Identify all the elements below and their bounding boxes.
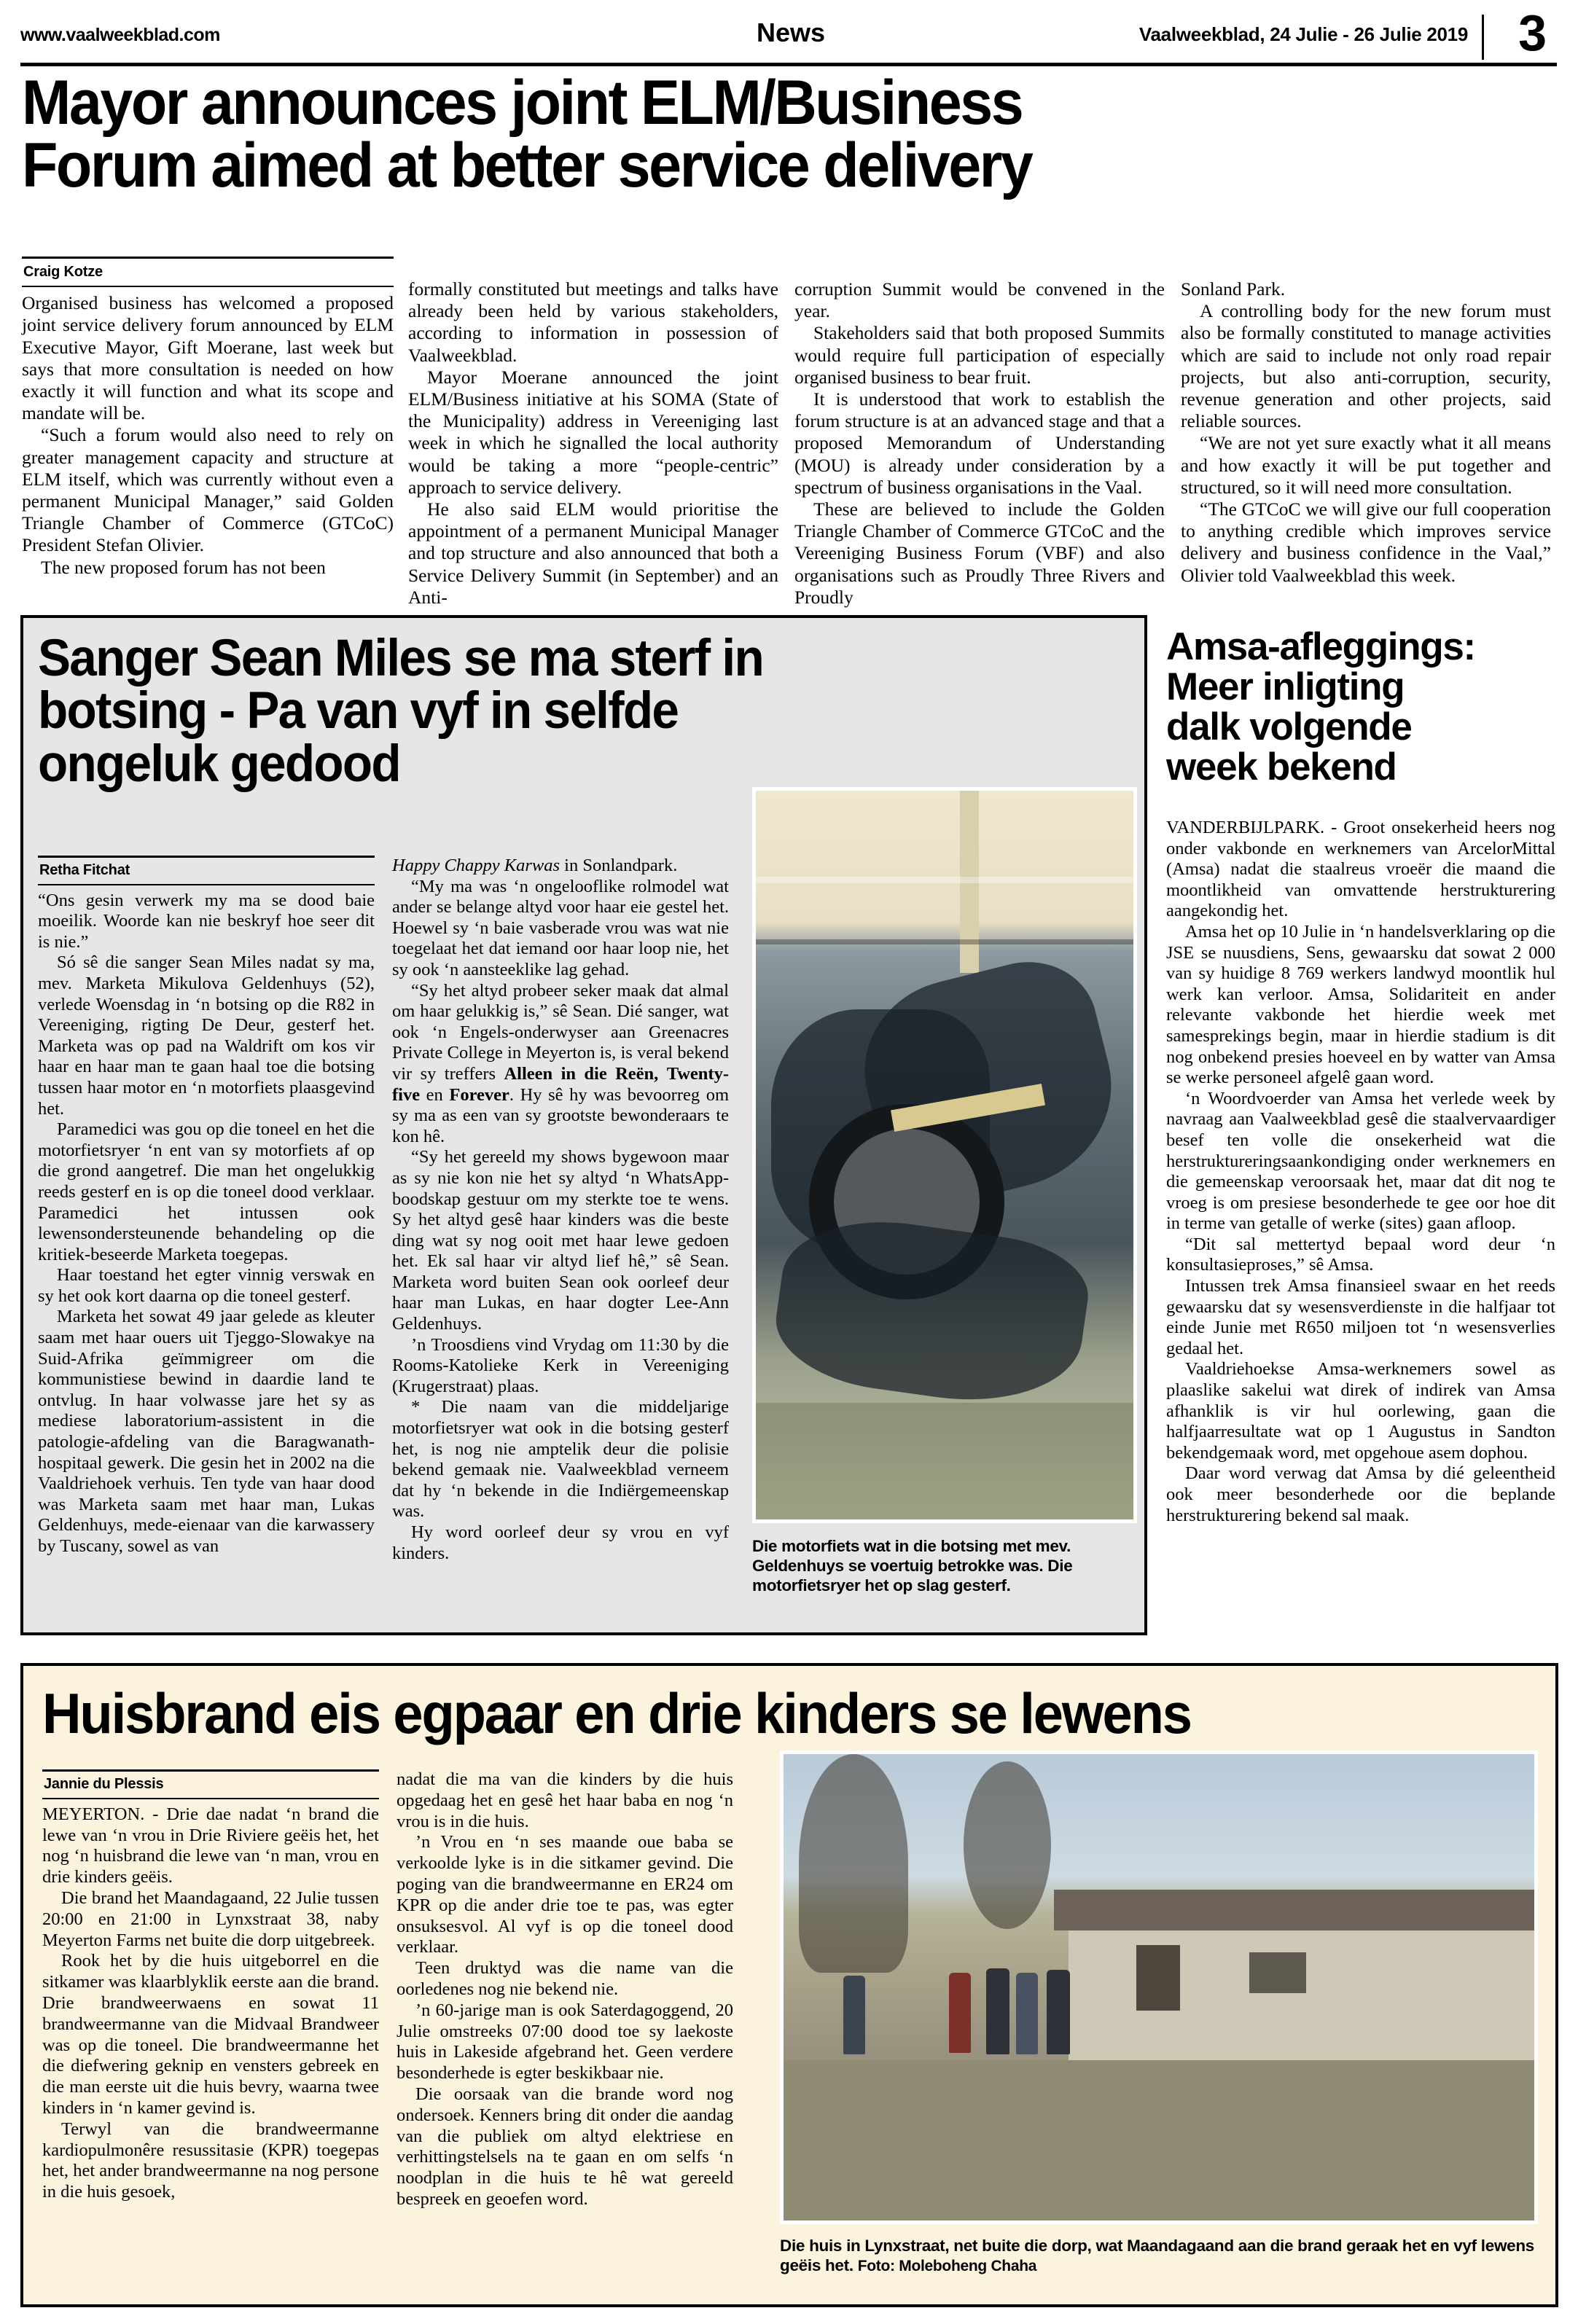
paragraph: Haar toestand het egter vinnig verswak en sy het ook kort daarna op die toneel gesterf. xyxy=(38,1265,375,1306)
lead-column-2 xyxy=(408,278,778,609)
page-number: 3 xyxy=(1518,4,1547,61)
paragraph: Marketa het sowat 49 jaar gelede as kleuter saam met haar ouers uit Tjeggo-Slowakye na Suid-Afrika geïmmigreer om die kommunistiese bewind in daardie land te ontvlug. In haar volwasse jare het sy as mediese laboratorium-assistent in die patologie-afdeling van die Baragwanath-hospitaal gewerk. Die gesin het in 2002 na die Vaaldriehoek verhuis. Ten tyde van haar dood was Marketa saam met haar man, Lukas Geldenhuys, mede-eienaar van die karwassery by Tuscany, sowel as van xyxy=(38,1307,375,1556)
paragraph: Amsa het op 10 Julie in ‘n handelsverklaring op die JSE se nuusdiens, Sens, gewaarsku dat sowat 2 000 van sy huidige 8 769 werkers landwyd moontlik hul werk kan verloor. Amsa, Solidariteit en ander relevante vakbonde het hierdie week met samesprekings begin, maar in hierdie stadium is dit nog onbekend presies hoeveel en by watter van Amsa se werke personeel afgelê gaan word. xyxy=(1166,921,1555,1088)
paragraph: It is understood that work to establish the forum structure is at an advanced stage and that a proposed Memorandum of Understanding (MOU) is already under consideration by a spectrum of business organisations in the Vaal. xyxy=(794,388,1165,498)
space-1 xyxy=(658,1064,666,1084)
section-title: News xyxy=(757,17,826,47)
fire-headline: Huisbrand eis egpaar en drie kinders se lewens xyxy=(42,1681,1191,1745)
miles-headline-line-1: Sanger Sean Miles se ma sterf in xyxy=(38,630,763,687)
karwash-name: Happy Chappy Karwas xyxy=(392,856,560,875)
tree-mid xyxy=(964,1761,1051,1929)
lead-column-4 xyxy=(1181,278,1551,587)
lead-column-1 xyxy=(22,257,394,579)
miles-headline-line-3: ongeluk gedood xyxy=(38,735,400,793)
paragraph-text: “Sy het altyd probeer seker maak dat almal om haar gelukkig is,” sê Sean. Dié sanger, wat ook ‘n Engels-onderwyser aan Greenacres Private College in Meyerton is, is veral bekend vir sy treffers xyxy=(392,980,729,1084)
fire-byline: Jannie du Plessis xyxy=(42,1769,379,1799)
tree-left xyxy=(799,1754,908,1973)
paragraph: ‘n Woordvoerder van Amsa het verlede week by navraag aan Vaalweekblad gesê die staalvervaardiger besef ten volle die onsekerheid wat die herstruktureringsaankondiging onder werknemers en die gemeenskap veroorsaak het, maar dat dit nog te vroeg is om presiese besonderhede te gee oor hoe dit in terme van getalle of werke (sites) gaan afloop. xyxy=(1166,1088,1555,1234)
issue-date: Vaalweekblad, 24 Julie - 26 Julie 2019 xyxy=(1138,23,1468,45)
paragraph: Terwyl van die brandweermanne kardiopulmonêre resussitasie (KPR) toegepas het, het ander brandweermanne na nog persone in die huis gesoek, xyxy=(42,2118,379,2202)
paragraph xyxy=(392,856,729,877)
person-figure xyxy=(1016,1973,1038,2054)
caption-text: Die huis in Lynxstraat, net buite die dorp, wat Maandagaand aan die brand geraak het en vyf lewens geëis het. xyxy=(780,2237,1535,2274)
paragraph: Daar word verwag dat Amsa by dié geleentheid ook meer besonderhede oor die beplande herstrukturering bekend sal maak. xyxy=(1166,1463,1555,1525)
website-url[interactable]: www.vaalweekblad.com xyxy=(20,25,220,45)
paragraph-text: . xyxy=(509,1084,515,1105)
ground-foreground xyxy=(784,2060,1534,2224)
masthead-divider xyxy=(1482,15,1484,60)
paragraph: ’n 60-jarige man is ook Saterdagoggend, 20 Julie omstreeks 07:00 dood toe sy laekoste huis in Lakeside afgebrand het. Geen verdere besonderhede is egter beskikbaar nie. xyxy=(397,2000,733,2084)
lead-headline xyxy=(22,68,1447,200)
paragraph: MEYERTON. - Drie dae nadat ‘n brand die lewe van ‘n vrou in Drie Riviere geëis het, het nog ‘n huisbrand die lewe van ‘n man, vrou en drie kinders geëis. xyxy=(42,1804,379,1887)
amsa-headline xyxy=(1166,627,1556,787)
paragraph: A controlling body for the new forum must also be formally constituted to manage activities which are said to include not only road repair projects, but also anti-corruption, security, revenue generation and other projects, said reliable sources. xyxy=(1181,300,1551,432)
paragraph: Teen druktyd was die name van die oorledenes nog nie bekend nie. xyxy=(397,1958,733,1999)
paragraph: ’n Troosdiens vind Vrydag om 11:30 by die Rooms-Katolieke Kerk in Vereeniging (Krugerstraat) plaas. xyxy=(392,1334,729,1396)
miles-headline-line-2: botsing - Pa van vyf in selfde xyxy=(38,682,679,740)
fire-column-1 xyxy=(42,1769,379,2203)
paragraph: nadat die ma van die kinders by die huis opgedaag het en gesê het haar baba en nog ‘n vrou is in die huis. xyxy=(397,1769,733,1831)
lead-headline-line-1: Mayor announces joint ELM/Business xyxy=(22,68,1023,138)
paragraph: “The GTCoC we will give our full cooperation to anything credible which improves service delivery and business confidence in the Vaal,” Olivier told Vaalweekblad this week. xyxy=(1181,498,1551,586)
person-figure xyxy=(843,1976,865,2054)
house-fire-photo xyxy=(780,1750,1538,2224)
paragraph: corruption Summit would be convened in the year. xyxy=(794,278,1165,322)
paragraph: Rook het by die huis uitgeborrel en die sitkamer was klaarblyklik eerste aan die brand. Drie brandweerwaens en sowat 11 brandweermanne van die Midvaal Brandweer was op die toneel. Die brandweermanne het die diefwering geknip en vensters gebreek en die man eerste uit die huis bevry, waarna twee kinders in ‘n kamer gevind is. xyxy=(42,1951,379,2118)
paragraph: * Die naam van die middeljarige motorfietsryer wat ook in die botsing gesterf het, is nog nie amptelik deur die polisie bekend gemaak nie. Vaalweekblad verneem dat hy ‘n bekende in die Indiërgemeenskap was. xyxy=(392,1397,729,1522)
song-title-3: Forever xyxy=(449,1084,509,1105)
paragraph xyxy=(392,981,729,1148)
miles-column-2 xyxy=(392,856,729,1564)
house-roof xyxy=(1054,1890,1534,1930)
house-door xyxy=(1136,1945,1180,2011)
conjunction: en xyxy=(420,1084,450,1105)
wreck-debris-lower xyxy=(768,1208,1095,1416)
person-figure xyxy=(986,1968,1009,2054)
miles-headline xyxy=(38,630,1049,793)
paragraph: Só sê die sanger Sean Miles nadat sy ma, mev. Marketa Mikulova Geldenhuys (52), verlede Woensdag in ‘n botsing op die R82 in Vereeniging, rigting De Deur, gesterf het. Marketa was op pad na Waldrift om kos vir haar en haar man te gaan haal toe die botsing tussen haar motor en ‘n motorfiets plaasgevind het. xyxy=(38,952,375,1119)
paragraph-text: Hy sê hy was bevoorreg om sy ma as een van sy grootste bewonderaars te kon hê. xyxy=(392,1084,730,1146)
lead-byline: Craig Kotze xyxy=(22,257,394,287)
person-figure xyxy=(1047,1970,1070,2054)
amsa-headline-line-1: Amsa-afleggings: xyxy=(1166,625,1475,668)
miles-byline: Retha Fitchat xyxy=(38,856,375,885)
paragraph: Mayor Moerane announced the joint ELM/Business initiative at his SOMA (State of the Municipality) address in Vereeniging last week in which he signalled the local authority would be taking a more “people-centric” approach to service delivery. xyxy=(408,366,778,498)
paragraph: These are believed to include the Golden Triangle Chamber of Commerce GTCoC and the Vereeniging Business Forum (VBF) and also organisations such as Proudly Three Rivers and Proudly xyxy=(794,498,1165,608)
paragraph: “Sy het gereeld my shows bygewoon maar as sy nie kon nie het sy altyd ‘n WhatsApp-boodskap gestuur om my sterkte toe te wens. Sy het altyd gesê haar kinders was die beste ding wat sy nog ooit met haar lewe gedoen het. Ek sal haar vir altyd lief hê,” sê Sean. Marketa word buiten Sean ook oorleef deur haar man Lukas, en haar dogter Lee-Ann Geldenhuys. xyxy=(392,1147,729,1334)
paragraph: Sonland Park. xyxy=(1181,278,1286,300)
paragraph: VANDERBIJLPARK. - Groot onsekerheid heers nog onder vakbonde en werknemers van ArcelorMittal (Amsa) nadat die staalreus vroeër die maand die moontlikheid van omvattende herstrukturering aangekondig het. xyxy=(1166,818,1555,921)
paragraph: Organised business has welcomed a proposed joint service delivery forum announced by ELM Executive Mayor, Gift Moerane, last week but says that more consultation is needed on how exactly it will function and what its scope and mandate will be. xyxy=(22,292,394,424)
paragraph: ’n Vrou en ‘n ses maande oue baba se verkoolde lyke is in die sitkamer gevind. Die poging van die brandweermanne en ER24 om KPR op die ander drie toe te pas, was egter onsuksesvol. Al vyf is op die toneel dood verklaar. xyxy=(397,1832,733,1957)
paragraph: Intussen trek Amsa finansieel swaar en het reeds gewaarsku dat sy wesensverdienste in die halfjaar tot einde Junie met R650 miljoen tot ‘n wesensverlies gedaal het. xyxy=(1166,1276,1555,1358)
paragraph: “Such a forum would also need to rely on greater management capacity and structure at ELM itself, which was currently without even a permanent Municipal Manager,” said Golden Triangle Chamber of Commerce (GTCoC) President Stefan Olivier. xyxy=(22,424,394,556)
amsa-headline-line-3: dalk volgende xyxy=(1166,705,1412,749)
masthead xyxy=(20,4,1557,61)
lead-headline-line-2: Forum aimed at better service delivery xyxy=(22,130,1032,200)
paragraph: Hy word oorleef deur sy vrou en vyf kinders. xyxy=(392,1522,729,1563)
masthead-rule xyxy=(20,63,1557,66)
lead-column-3 xyxy=(794,278,1165,609)
grass-verge xyxy=(756,1403,1133,1519)
song-title-2: Twenty-five xyxy=(392,1063,729,1105)
paragraph-text: in Sonlandpark. xyxy=(560,856,678,875)
amsa-headline-line-2: Meer inligting xyxy=(1166,665,1405,709)
fire-column-2 xyxy=(397,1769,733,2210)
paragraph: “Dit sal mettertyd bepaal word deur ‘n konsultasieproses,” sê Amsa. xyxy=(1166,1234,1555,1275)
fence-rail-lower xyxy=(756,939,1133,944)
motorcycle-photo-caption: Die motorfiets wat in die botsing met mev. Geldenhuys se voertuig betrokke was. Die motorfietsryer het op slag gesterf. xyxy=(752,1537,1073,1595)
paragraph: Die oorsaak van die brande word nog ondersoek. Kenners bring dit onder die aandag van die publiek om altyd elektriese en verhittingstelsels na te gaan en om selfs ‘n noodplan in die huis te hê wat gereeld bespreek en geoefen word. xyxy=(397,2084,733,2209)
paragraph: Die brand het Maandagaand, 22 Julie tussen 20:00 en 21:00 in Lynxstraat 38, naby Meyerton Farms net buite die dorp uitgebreek. xyxy=(42,1887,379,1950)
paragraph: Paramedici was gou op die toneel en het die motorfietsryer ‘n ent van sy motorfiets af op die grond aangetref. Die man het ongelukkig reeds gesterf en is op die toneel dood verklaar. Paramedici het intussen ook lewensondersteunende behandeling op die kritiek-beseerde Marketa toegepas. xyxy=(38,1119,375,1264)
paragraph: The new proposed forum has not been xyxy=(41,556,326,578)
paragraph: “My ma was ‘n ongelooflike rolmodel wat ander se belange altyd voor haar eie gestel het. Hoewel sy ‘n baie vasberade vrou was wat nie toegelaat het dat iemand oor haar loop nie, het sy ook ‘n aansteeklike lag gehad. xyxy=(392,876,729,979)
amsa-headline-line-4: week bekend xyxy=(1166,746,1397,789)
house-photo-caption xyxy=(780,2236,1542,2276)
motorcycle-crash-photo xyxy=(752,787,1137,1523)
song-title-1: Alleen in die Reën, xyxy=(504,1063,659,1084)
paragraph: Vaaldriehoekse Amsa-werknemers sowel as plaaslike sakelui wat direk of indirek van Amsa afhanklik is vir hul oorlewing, gaan die halfjaarresultate wat op 1 Augustus in Sandton bekendgemaak word, met opgehoue asem dophou. xyxy=(1166,1359,1555,1463)
paragraph: “Ons gesin verwerk my ma se dood baie moeilik. Woorde kan nie beskryf hoe seer dit is nie.” xyxy=(38,890,375,952)
person-figure xyxy=(949,1973,971,2053)
fence-rail-upper xyxy=(756,877,1133,883)
photo-credit: Foto: Moleboheng Chaha xyxy=(857,2258,1037,2274)
miles-column-1 xyxy=(38,856,375,1557)
paragraph: Stakeholders said that both proposed Summits would require full participation of especially organised business to bear fruit. xyxy=(794,322,1165,388)
amsa-column xyxy=(1166,818,1555,1526)
house-window xyxy=(1249,1952,1306,1993)
paragraph: “We are not yet sure exactly what it all means and how exactly it will be put together and structured, so it will need more consultation. xyxy=(1181,432,1551,498)
paragraph: formally constituted but meetings and talks have already been held by various stakeholders, according to information in possession of Vaalweekblad. xyxy=(408,278,778,366)
paragraph: He also said ELM would prioritise the appointment of a permanent Municipal Manager and top structure and also announced that both a Service Delivery Summit (in September) and an Anti- xyxy=(408,498,778,608)
